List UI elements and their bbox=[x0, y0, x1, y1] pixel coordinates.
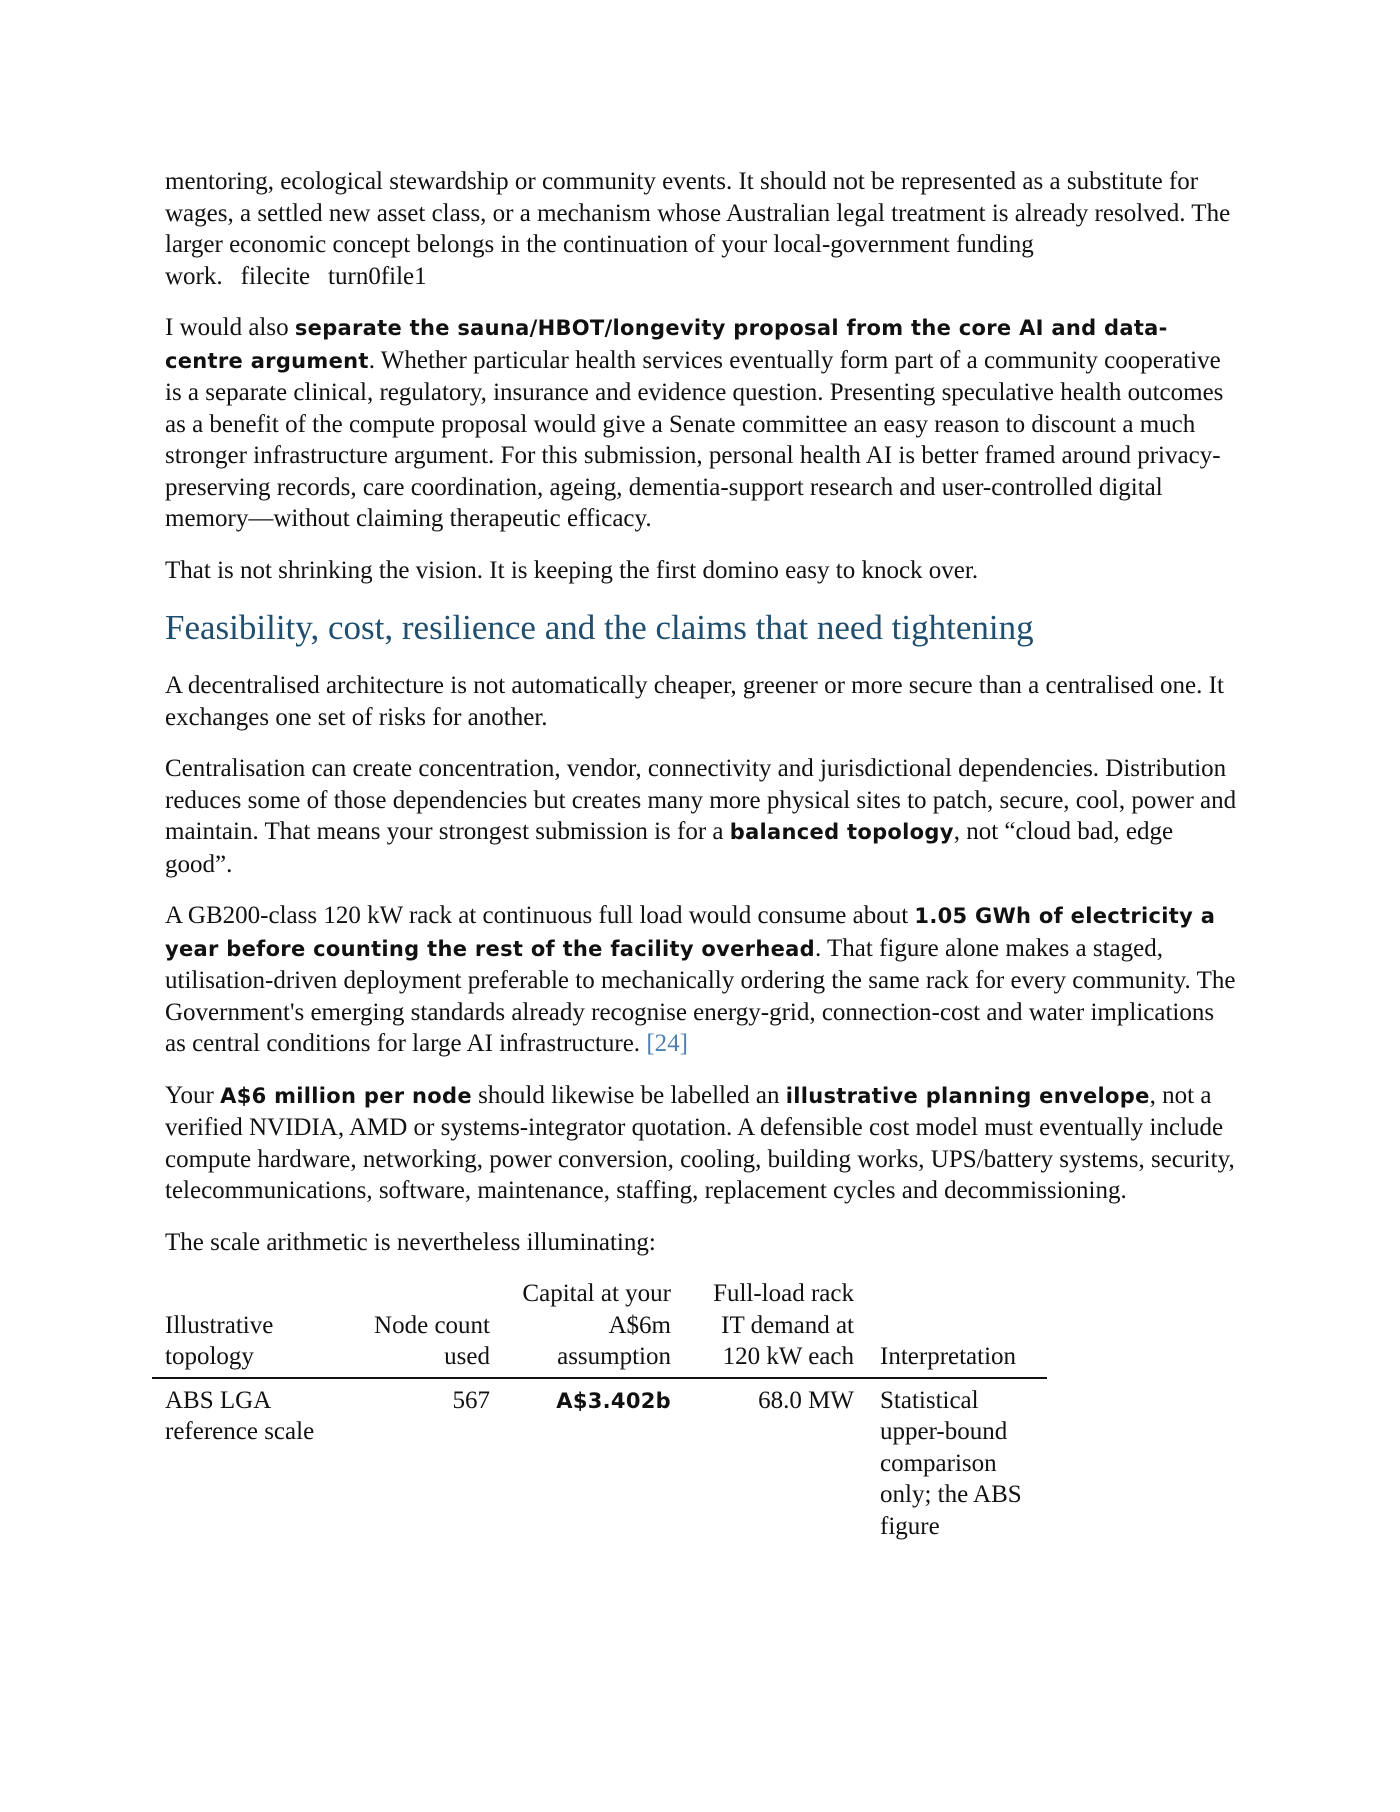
paragraph-balanced-topology: Centralisation can create concentration, vendor, connectivity and jurisdictional dependencies. Distribution reduces some of those dependencies but creates many more physical sites to patch, secure, cool, power and maintain. That means your strongest submission is for a balanced topology, not “cloud bad, edge good”. bbox=[165, 755, 1237, 878]
paragraph-community-dividend: mentoring, ecological stewardship or community events. It should not be represented as a substitute for wages, a settled new asset class, or a mechanism whose Australian legal treatment is already resolved. The larger economic concept belongs in the continuation of your local-government funding work. filecite turn0file1 bbox=[165, 168, 1231, 290]
paragraph-scale-intro: The scale arithmetic is nevertheless illuminating: bbox=[165, 1228, 656, 1256]
document-page bbox=[165, 166, 1240, 1542]
cell-it-demand: 68.0 MW bbox=[758, 1386, 854, 1414]
emphasis-balanced-topology: balanced topology bbox=[729, 820, 954, 844]
paragraph-cost-envelope: Your A$6 million per node should likewise be labelled an illustrative planning envelope, not a verified NVIDIA, AMD or systems-integrator quotation. A defensible cost model must eventually include compute hardware, networking, power conversion, cooling, building works, UPS/battery systems, security, telecommunications, software, maintenance, staffing, replacement cycles and decommissioning. bbox=[165, 1081, 1235, 1204]
citation-marker: filecite bbox=[240, 262, 311, 290]
paragraph-rack-energy: A GB200-class 120 kW rack at continuous full load would consume about 1.05 GWh of electricity a year before counting the rest of the facility overhead. That figure alone makes a staged, utilisation-driven deployment preferable to mechanically ordering the same rack for every community. The Government's emerging standards already recognise energy-grid, connection-cost and water implications as central conditions for large AI infrastructure. [24] bbox=[165, 902, 1236, 1057]
header-capital: Capital at your A$6m assumption bbox=[503, 1278, 684, 1378]
cell-topology: ABS LGA reference scale bbox=[165, 1386, 315, 1445]
emphasis-cost-per-node: A$6 million per node bbox=[220, 1083, 472, 1108]
scale-arithmetic-table bbox=[152, 1278, 1047, 1542]
section-heading: Feasibility, cost, resilience and the claims that need tightening bbox=[165, 608, 1034, 647]
paragraph-health-separation: I would also separate the sauna/HBOT/longevity proposal from the core AI and data-centre argument. Whether particular health services eventually form part of a community cooperative is a separate clinical, regulatory, insurance and evidence question. Presenting speculative health outcomes as a benefit of the compute proposal would give a Senate committee an easy reason to discount a much stronger infrastructure argument. For this submission, personal health AI is better framed around privacy-preserving records, care coordination, ageing, dementia-support research and user-controlled digital memory—without claiming therapeutic efficacy. bbox=[165, 314, 1224, 532]
citation-reference: turn0file1 bbox=[328, 262, 427, 290]
table-row bbox=[152, 1378, 1047, 1543]
emphasis-energy-figure: 1.05 GWh of electricity a year before counting the rest of the facility overhead bbox=[165, 904, 1216, 961]
emphasis-separate-proposal: separate the sauna/HBOT/longevity proposal from the core AI and data-centre argument bbox=[165, 316, 1168, 373]
cell-capital bbox=[503, 1378, 684, 1543]
cell-interpretation: Statistical upper-bound comparison only; the ABS figure bbox=[880, 1386, 1022, 1540]
emphasis-planning-envelope: illustrative planning envelope bbox=[785, 1083, 1150, 1108]
cell-node-count: 567 bbox=[452, 1386, 490, 1414]
paragraph-first-domino: That is not shrinking the vision. It is keeping the first domino easy to knock over. bbox=[165, 556, 979, 584]
header-topology: Illustrative topology bbox=[152, 1278, 343, 1378]
header-it-demand: Full-load rack IT demand at 120 kW each bbox=[684, 1278, 867, 1378]
header-node-count: Node count used bbox=[343, 1278, 503, 1378]
emphasis-capital-value: A$3.402b bbox=[556, 1388, 671, 1413]
header-interpretation: Interpretation bbox=[867, 1278, 1047, 1378]
paragraph-decentralised-risks: A decentralised architecture is not automatically cheaper, greener or more secure than a centralised one. It exchanges one set of risks for another. bbox=[165, 672, 1224, 731]
reference-link-24[interactable]: [24] bbox=[646, 1030, 688, 1057]
table-header-row bbox=[152, 1278, 1047, 1378]
